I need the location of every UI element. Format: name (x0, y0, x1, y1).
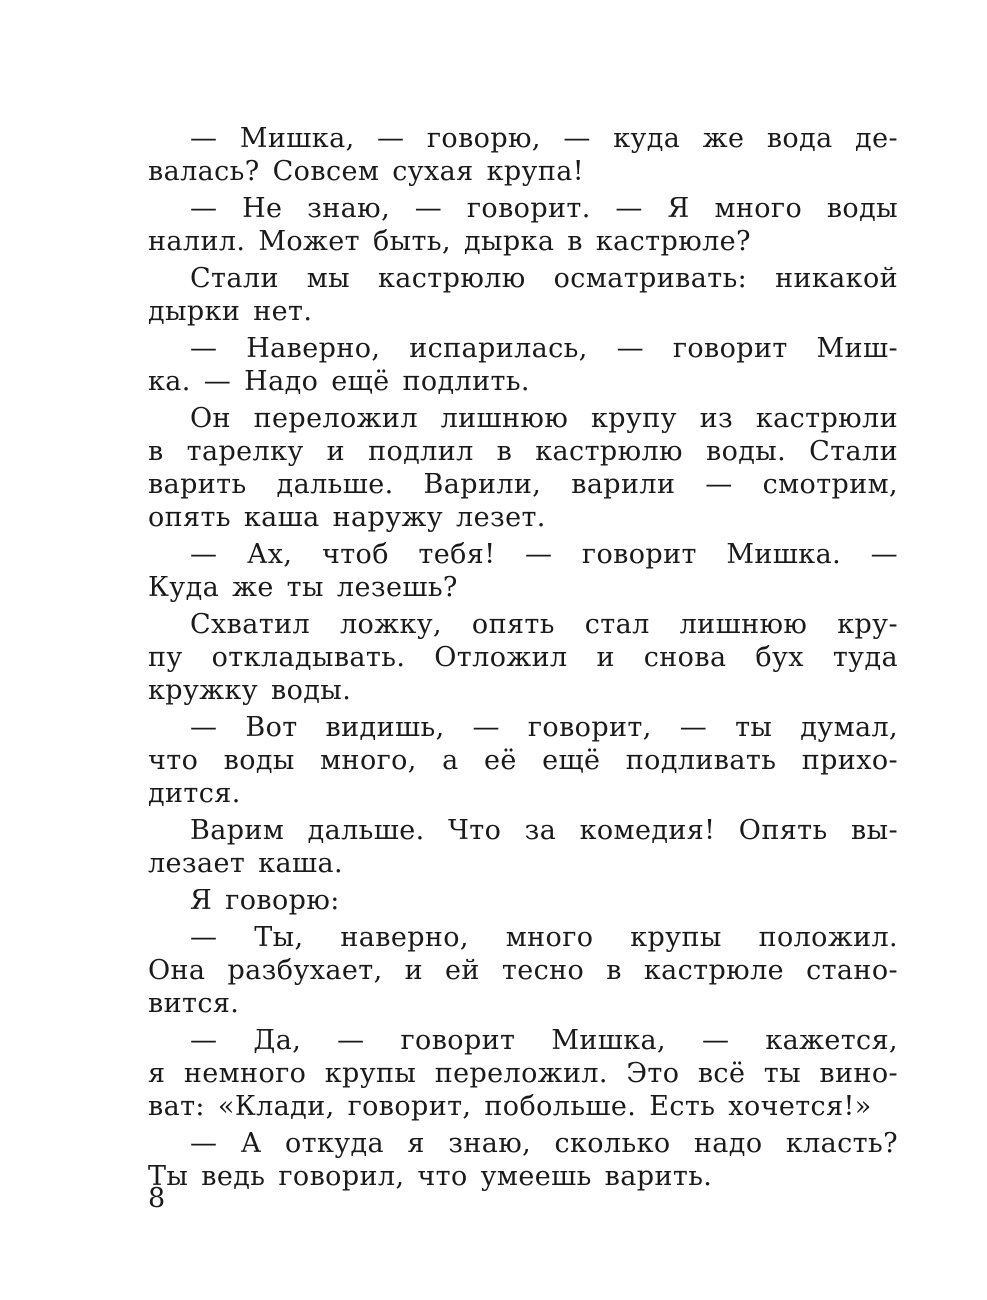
text-line: дырки нет. (148, 296, 313, 327)
paragraph (148, 402, 898, 534)
text-line: — Ты, наверно, много крупы положил. (190, 922, 898, 953)
text-line: — А откуда я знаю, сколько надо класть? (190, 1128, 898, 1159)
text-line: лезает каша. (148, 848, 344, 879)
text-line: Она разбухает, и ей тесно в кастрюле стано- (148, 955, 898, 986)
paragraph (148, 262, 898, 328)
book-page-text (148, 122, 898, 1197)
text-line: — Наверно, испарилась, — говорит Миш- (190, 333, 898, 364)
text-line: я немного крупы переложил. Это всё ты вино- (148, 1058, 898, 1089)
paragraph (148, 1024, 898, 1123)
text-line: варить дальше. Варили, варили — смотрим, (148, 469, 898, 500)
paragraph (148, 192, 898, 258)
text-line: — Не знаю, — говорит. — Я много воды (190, 193, 898, 224)
text-line: Ты ведь говорил, что умеешь варить. (148, 1161, 713, 1192)
text-line: Я говорю: (190, 885, 340, 916)
paragraph (148, 1127, 898, 1193)
text-line: в тарелку и подлил в кастрюлю воды. Стали (148, 436, 898, 467)
paragraph (148, 608, 898, 707)
paragraph (148, 122, 898, 188)
text-line: налил. Может быть, дырка в кастрюле? (148, 226, 751, 257)
text-line: кружку воды. (148, 675, 352, 706)
paragraph (148, 921, 898, 1020)
paragraph (148, 711, 898, 810)
text-line: Он переложил лишнюю крупу из кастрюли (190, 403, 898, 434)
text-line: — Да, — говорит Мишка, — кажется, (190, 1025, 898, 1056)
paragraph (148, 884, 898, 917)
text-line: Схватил ложку, опять стал лишнюю кру- (190, 609, 898, 640)
paragraph (148, 814, 898, 880)
text-line: пу откладывать. Отложил и снова бух туда (148, 642, 898, 673)
text-line: — Вот видишь, — говорит, — ты думал, (190, 712, 898, 743)
text-line: ка. — Надо ещё подлить. (148, 366, 530, 397)
text-line: валась? Совсем сухая крупа! (148, 156, 584, 187)
text-line: что воды много, а её ещё подливать прихо- (148, 745, 898, 776)
text-line: — Мишка, — говорю, — куда же вода де- (190, 123, 898, 154)
paragraph (148, 332, 898, 398)
text-line: дится. (148, 778, 241, 809)
text-line: вится. (148, 988, 240, 1019)
page-number: 8 (148, 1183, 166, 1214)
text-line: Стали мы кастрюлю осматривать: никакой (190, 263, 898, 294)
paragraph (148, 538, 898, 604)
text-line: ват: «Клади, говорит, побольше. Есть хочется!» (148, 1091, 872, 1122)
text-line: Куда же ты лезешь? (148, 572, 458, 603)
text-line: — Ах, чтоб тебя! — говорит Мишка. — (190, 539, 898, 570)
text-line: опять каша наружу лезет. (148, 502, 546, 533)
text-line: Варим дальше. Что за комедия! Опять вы- (190, 815, 898, 846)
